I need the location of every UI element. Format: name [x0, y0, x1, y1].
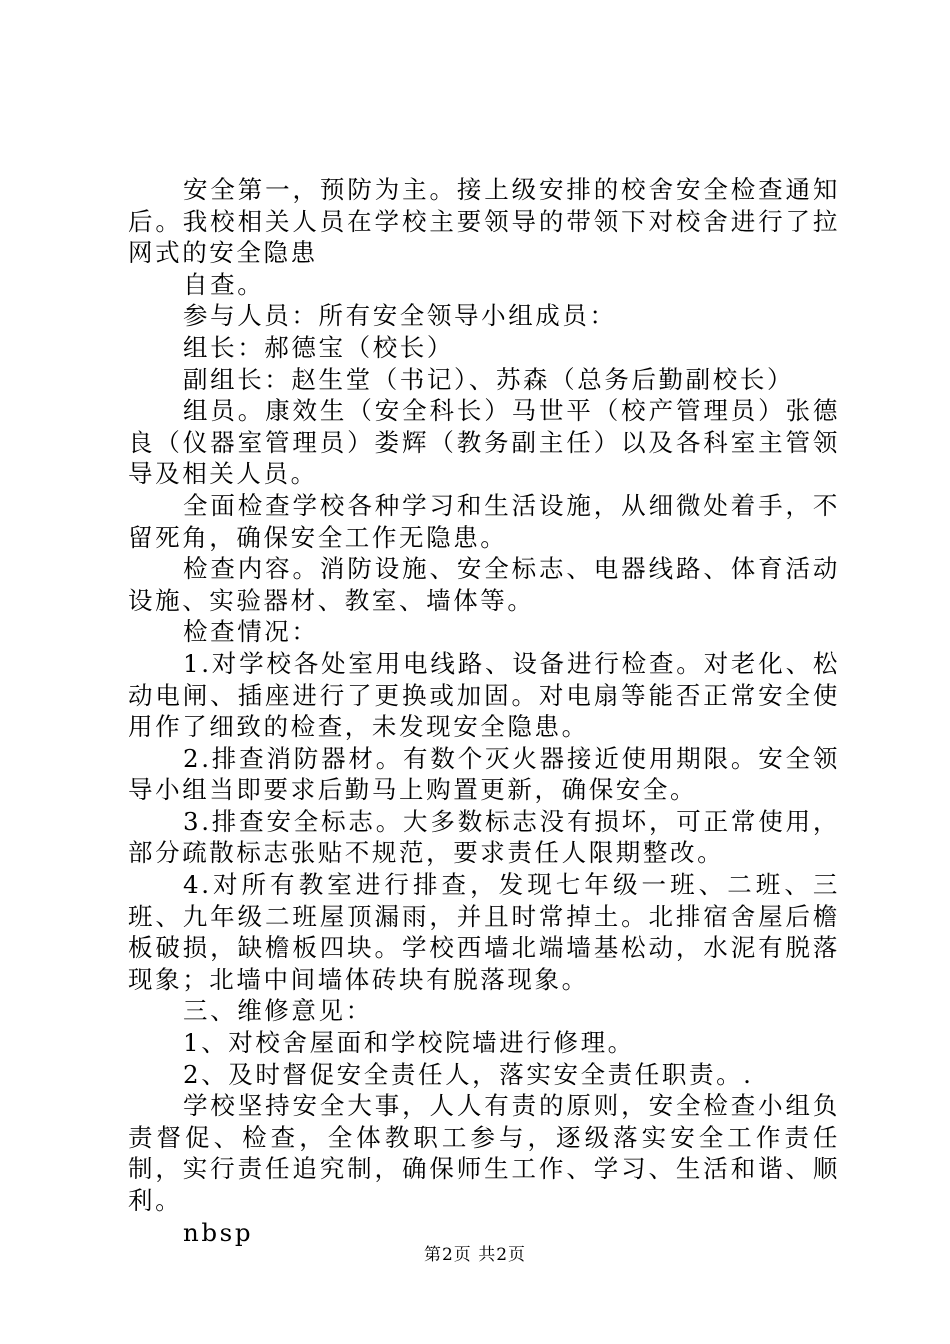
paragraph: 学校坚持安全大事，人人有责的原则，安全检查小组负责督促、检查，全体教职工参与，逐级落实安全工作责任制，实行责任追究制，确保师生工作、学习、生活和谐、顺利。: [128, 1091, 840, 1215]
paragraph: 自查。: [183, 269, 265, 299]
paragraph: 组长：郝德宝（校长）: [183, 332, 454, 362]
paragraph: 4.对所有教室进行排查，发现七年级一班、二班、三班、九年级二班屋顶漏雨，并且时常掉土。北排宿舍屋后檐板破损，缺檐板四块。学校西墙北端墙基松动，水泥有脱落现象；北墙中间墙体砖块有脱落现象。: [128, 870, 840, 994]
paragraph: 全面检查学校各种学习和生活设施，从细微处着手，不留死角，确保安全工作无隐患。: [128, 490, 840, 552]
paragraph: 组员。康效生（安全科长）马世平（校产管理员）张德良（仪器室管理员）娄辉（教务副主任）以及各科室主管领导及相关人员。: [128, 396, 840, 489]
page-number-label: 第2页 共2页: [423, 1245, 527, 1265]
paragraph: 参与人员：所有安全领导小组成员：: [183, 301, 617, 331]
paragraph: 安全第一，预防为主。接上级安排的校舍安全检查通知后。我校相关人员在学校主要领导的带领下对校舍进行了拉网式的安全隐患: [128, 175, 840, 268]
paragraph: 2、及时督促安全责任人，落实安全责任职责。.: [183, 1059, 754, 1089]
paragraph: 副组长：赵生堂（书记）、苏森（总务后勤副校长）: [183, 364, 795, 394]
paragraph: 1.对学校各处室用电线路、设备进行检查。对老化、松动电闸、插座进行了更换或加固。对电扇等能否正常安全使用作了细致的检查，未发现安全隐患。: [128, 648, 840, 742]
paragraph: nbsp: [183, 1217, 254, 1247]
paragraph: 检查情况：: [183, 617, 319, 647]
paragraph: 2.排查消防器材。有数个灭火器接近使用期限。安全领导小组当即要求后勤马上购置更新，确保安全。: [128, 743, 840, 805]
paragraph: 检查内容。消防设施、安全标志、电器线路、体育活动设施、实验器材、教室、墙体等。: [128, 554, 840, 615]
paragraph: 1、对校舍屋面和学校院墙进行修理。: [183, 1028, 635, 1058]
page-footer: [0, 1244, 950, 1266]
document-body: [128, 174, 840, 1248]
paragraph: 三、维修意见：: [183, 996, 373, 1026]
paragraph: 3.排查安全标志。大多数标志没有损坏，可正常使用，部分疏散标志张贴不规范，要求责任人限期整改。: [128, 806, 840, 868]
